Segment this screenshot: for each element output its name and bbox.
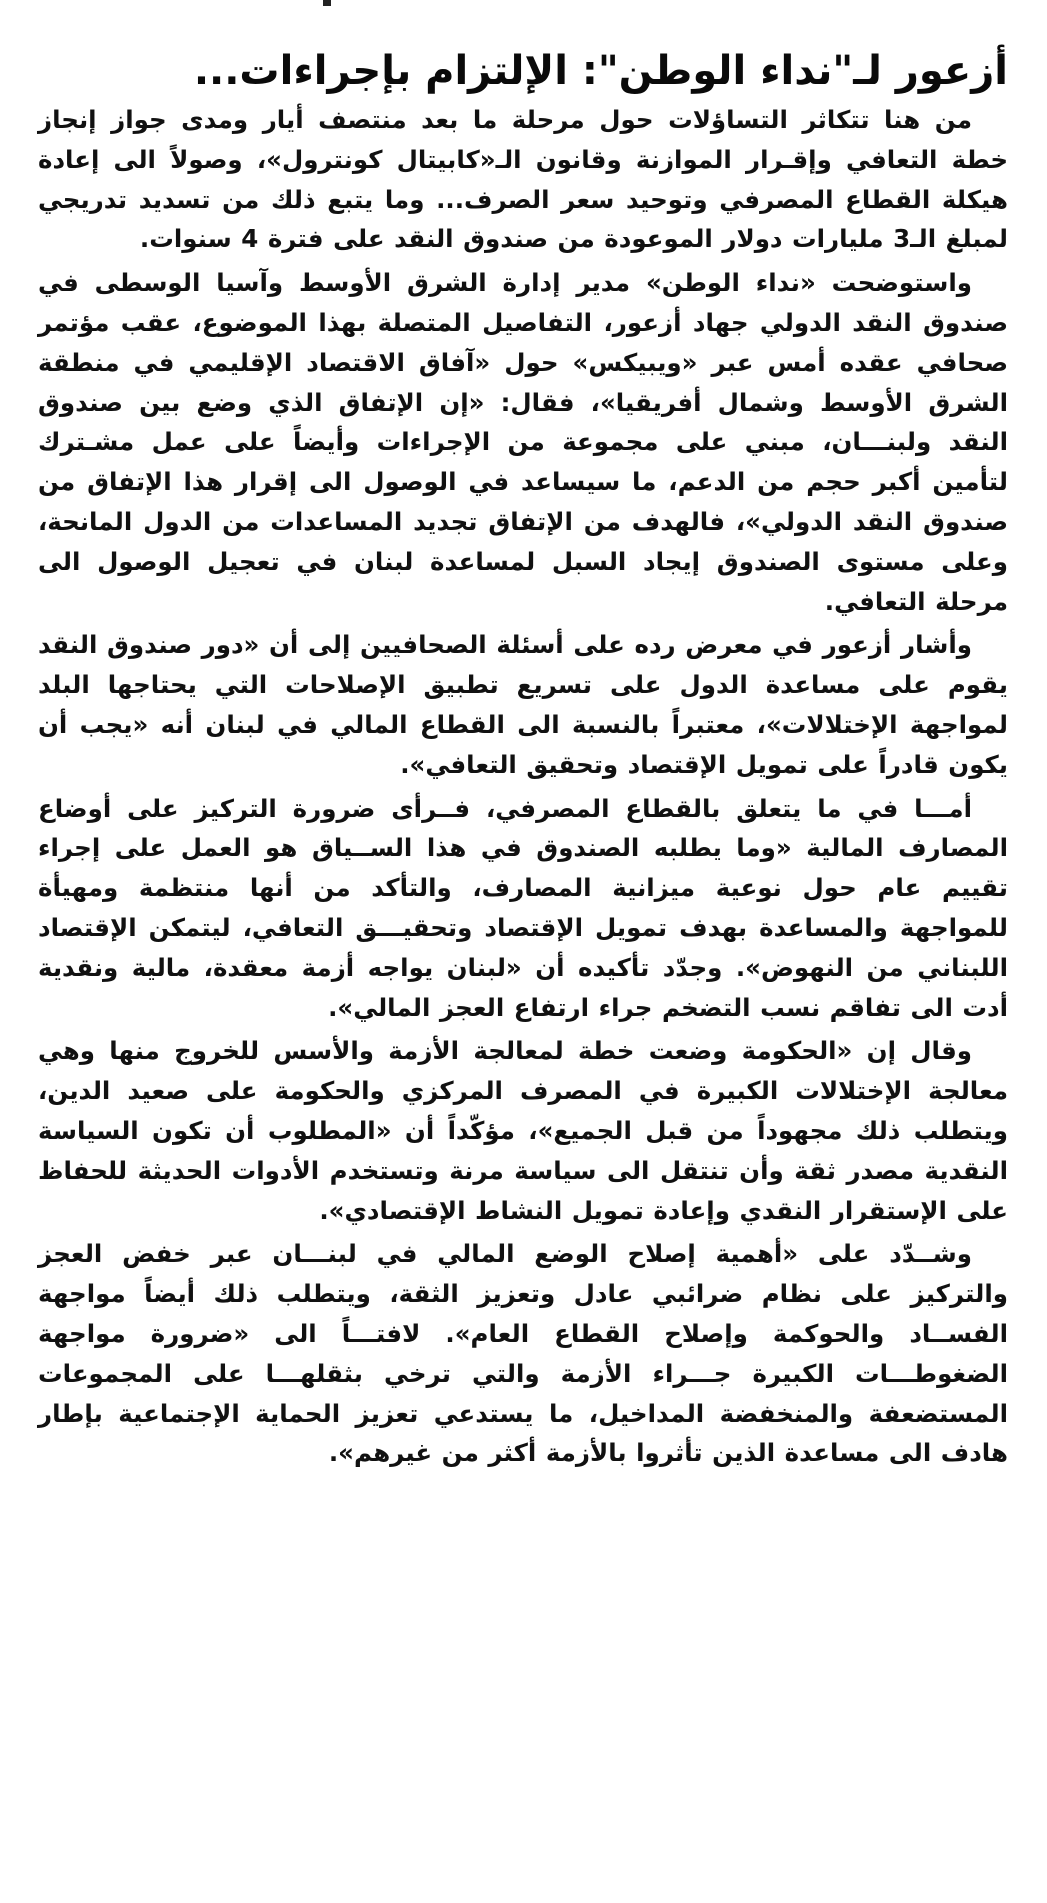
paragraph-1: من هنا تتكاثر التساؤلات حول مرحلة ما بعد منتصف أيار ومدى جواز إنجاز خطة التعافي وإقـرار الموازنة وقانون الـ«كابيتال كونترول»، وصولاً الى إعادة هيكلة القطاع المصرفي وتوحيد سعر الصرف... وما يتبع ذلك من تسديد تدريجي لمبلغ الـ3 مليارات دولار الموعودة من صندوق النقد على فترة 4 سنوات. (38, 105, 1008, 254)
paragraph-6: وشــدّد على «أهمية إصلاح الوضع المالي في لبنـــان عبر خفض العجز والتركيز على نظام ضرائبي عادل وتعزيز الثقة، ويتطلب ذلك أيضاً مواجهة الفســاد والحوكمة وإصلاح القطاع العام». لافتـــاً الى «ضرورة مواجهة الضغوطـــات الكبيرة جـــراء الأزمة والتي ترخي بثقلهـــا على المجموعات المستضعفة والمنخفضة المداخيل، ما يستدعي تعزيز الحماية الإجتماعية بإطار هادف الى مساعدة الذين تأثروا بالأزمة أكثر من غيرهم». (38, 1239, 1008, 1468)
article-headline: أزعور لـ"نداء الوطن": الإلتزام بإجراءات... (193, 48, 1008, 94)
paragraph-2: واستوضحت «نداء الوطن» مدير إدارة الشرق الأوسط وآسيا الوسطى في صندوق النقد الدولي جهاد أزعور، التفاصيل المتصلة بهذا الموضوع، عقب مؤتمر صحافي عقده أمس عبر «ويبيكس» حول «آفاق الاقتصاد الإقليمي في منطقة الشرق الأوسط وشمال أفريقيا»، فقال: «إن الإتفاق الذي وضع بين صندوق النقد ولبنـــان، مبني على مجموعة من الإجراءات وأيضاً على عمل مشـترك لتأمين أكبر حجم من الدعم، ما سيساعد في الوصول الى إقرار هذا الإتفاق من صندوق النقد الدولي»، فالهدف من الإتفاق تجديد المساعدات من الدول المانحة، وعلى مستوى الصندوق إيجاد السبل لمساعدة لبنان في تعجيل الوصول الى مرحلة التعافي. (38, 268, 1008, 616)
paragraph-4: أمـــا في ما يتعلق بالقطاع المصرفي، فــرأى ضرورة التركيز على أوضاع المصارف المالية «وما يطلبه الصندوق في هذا الســياق هو العمل على إجراء تقييم عام حول نوعية ميزانية المصارف، والتأكد من أنها منتظمة ومهيأة للمواجهة والمساعدة بهدف تمويل الإقتصاد وتحقيـــق التعافي، ليتمكن الإقتصاد اللبناني من النهوض». وجدّد تأكيده أن «لبنان يواجه أزمة معقدة، مالية ونقدية أدت الى تفاقم نسب التضخم جراء ارتفاع العجز المالي». (38, 793, 1008, 1022)
article-page (38, 0, 1008, 1903)
top-divider (323, 0, 331, 6)
paragraph-3: وأشار أزعور في معرض رده على أسئلة الصحافيين إلى أن «دور صندوق النقد يقوم على مساعدة الدول على تسريع تطبيق الإصلاحات التي يحتاجها البلد لمواجهة الإختلالات»، معتبراً بالنسبة الى القطاع المالي في لبنان أنه «يجب أن يكون قادراً على تمويل الإقتصاد وتحقيق التعافي». (38, 630, 1008, 779)
article-body (38, 100, 1008, 1473)
paragraph-5: وقال إن «الحكومة وضعت خطة لمعالجة الأزمة والأسس للخروج منها وهي معالجة الإختلالات الكبيرة في المصرف المركزي والحكومة على صعيد الدين، ويتطلب ذلك مجهوداً من قبل الجميع»، مؤكّداً أن «المطلوب أن تكون السياسة النقدية مصدر ثقة وأن تنتقل الى سياسة مرنة وتستخدم الأدوات الحديثة للحفاظ على الإستقرار النقدي وإعادة تمويل النشاط الإقتصادي». (38, 1036, 1008, 1225)
